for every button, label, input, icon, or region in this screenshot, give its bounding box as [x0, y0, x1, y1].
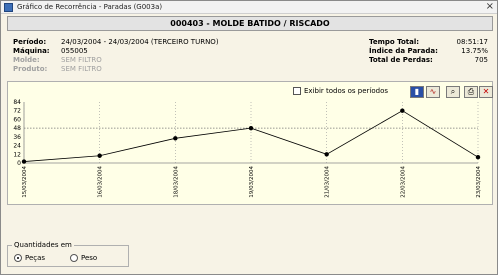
data-point: [249, 126, 253, 130]
y-tick-label: 24: [13, 142, 21, 150]
chart-panel: [7, 81, 493, 205]
x-tick-label: 21/03/2004: [324, 166, 331, 198]
info-panel: [7, 36, 493, 78]
y-tick-label: 12: [13, 151, 21, 159]
indice-value: 13.75%: [461, 47, 488, 55]
indice-label: Índice da Parada:: [369, 47, 438, 55]
data-point: [324, 152, 328, 156]
tempo-label: Tempo Total:: [369, 38, 420, 46]
show-all-label: Exibir todos os períodos: [304, 87, 389, 95]
print-icon[interactable]: ⎙: [464, 86, 478, 98]
window-title: Gráfico de Recorrência - Paradas (G003a): [17, 3, 163, 11]
x-tick-label: 19/03/2004: [249, 166, 255, 198]
x-tick-label: 23/03/2004: [476, 166, 482, 198]
page-title: 000403 - MOLDE BATIDO / RISCADO: [7, 16, 493, 31]
radio-peso-label: Peso: [81, 254, 98, 262]
molde-label: Molde:: [13, 56, 40, 64]
x-tick-label: 18/03/2004: [173, 166, 180, 198]
periodo-label: Período:: [13, 38, 47, 46]
y-tick-label: 84: [13, 99, 21, 106]
data-point: [400, 109, 404, 113]
molde-value: SEM FILTRO: [61, 56, 102, 64]
maquina-value: 055005: [61, 47, 88, 55]
perdas-label: Total de Perdas:: [369, 56, 433, 64]
y-tick-label: 0: [17, 160, 21, 167]
x-tick-label: 15/03/2004: [22, 166, 28, 198]
maquina-label: Máquina:: [13, 47, 50, 55]
zoom-icon[interactable]: ⌕: [446, 86, 460, 98]
quantities-legend: Quantidades em: [14, 241, 72, 249]
data-point: [97, 154, 101, 158]
periodo-value: 24/03/2004 - 24/03/2004 (TERCEIRO TURNO): [61, 38, 219, 46]
title-bar: [1, 1, 497, 14]
produto-value: SEM FILTRO: [61, 65, 102, 73]
produto-label: Produto:: [13, 65, 48, 73]
bar-chart-icon[interactable]: ▮: [410, 86, 424, 98]
data-point: [22, 159, 26, 163]
data-point: [173, 136, 177, 140]
x-tick-label: 16/03/2004: [97, 166, 104, 198]
tempo-value: 08:51:17: [456, 38, 488, 46]
radio-pecas-label: Peças: [25, 254, 46, 262]
radio-pecas[interactable]: [14, 254, 22, 262]
close-icon[interactable]: ×: [485, 1, 494, 12]
radio-peso[interactable]: [70, 254, 78, 262]
app-icon: [4, 3, 13, 12]
x-tick-label: 22/03/2004: [400, 166, 407, 198]
line-chart: [8, 99, 494, 206]
line-chart-icon[interactable]: ∿: [426, 86, 440, 98]
show-all-checkbox[interactable]: [293, 87, 301, 95]
perdas-value: 705: [474, 56, 488, 64]
data-point: [476, 155, 480, 159]
close-chart-icon[interactable]: ✕: [479, 86, 493, 98]
quantities-group: [7, 241, 129, 267]
y-tick-label: 48: [13, 125, 21, 133]
y-tick-label: 60: [13, 116, 21, 124]
y-tick-label: 72: [13, 107, 21, 115]
chart-toolbar: [284, 86, 492, 99]
y-tick-label: 36: [13, 133, 21, 141]
